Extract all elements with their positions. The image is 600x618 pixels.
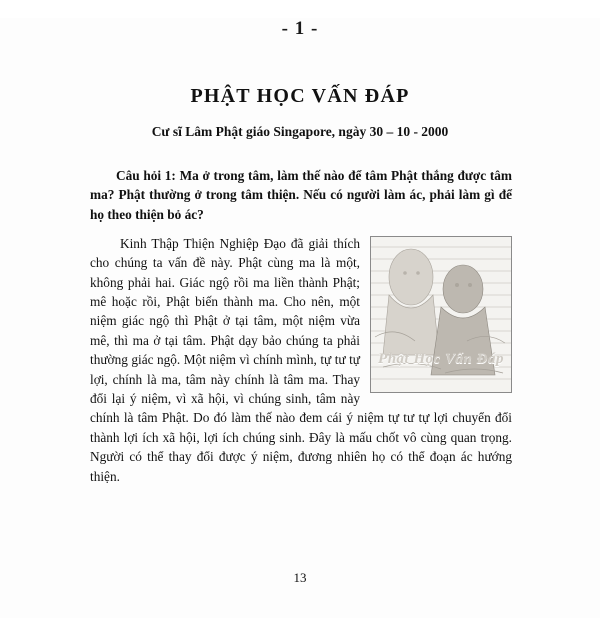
page-number: 13 [293, 570, 307, 585]
page-top-marker: - 1 - [281, 18, 319, 39]
content-area [90, 166, 512, 486]
document-page [0, 18, 600, 618]
page-subtitle: Cư sĩ Lâm Phật giáo Singapore, ngày 30 – 10 - 2000 [151, 124, 449, 139]
photo-overlay-text: Phật Học Vấn Đáp [378, 351, 504, 368]
page-title: PHẬT HỌC VẤN ĐÁP [190, 85, 410, 107]
body-paragraph: Kinh Thập Thiện Nghiệp Đạo đã giải thích cho chúng ta vấn đề này. Phật cùng ma là một, không phải hai. Giác ngộ rồi ma liền thành Phật; mê hoặc rồi, Phật biến thành ma. Cho nên, một niệm giác ngộ thì Phật ở tại tâm, một niệm vừa mê, thì ma ở tại tâm. Phật dạy bảo chúng ta phải thường giác ngộ. Một niệm vì chính mình, tự tư tự lợi, chính là ma, tâm này chính là tâm ma. Thay đổi lại ý niệm, vì xã hội, vì chúng sinh, tâm này chính là tâm Phật. Do đó làm thế nào đem cái ý niệm tự tư tự lợi chuyển đổi thành lợi ích xã hội, lợi ích chúng sinh. Đây là mấu chốt vô cùng quan trọng. Người có thể thay đổi được ý niệm, đương nhiên họ có thể đoạn ác hướng thiện. [90, 235, 512, 484]
photo-illustration [371, 237, 511, 392]
question-heading: Câu hỏi 1: Ma ở trong tâm, làm thế nào để tâm Phật thắng được tâm ma? Phật thường ở trong tâm thiện. Nếu có người làm ác, phải làm gì để họ theo thiện bỏ ác? [90, 168, 512, 222]
buddhist-monk-photo [370, 236, 512, 393]
